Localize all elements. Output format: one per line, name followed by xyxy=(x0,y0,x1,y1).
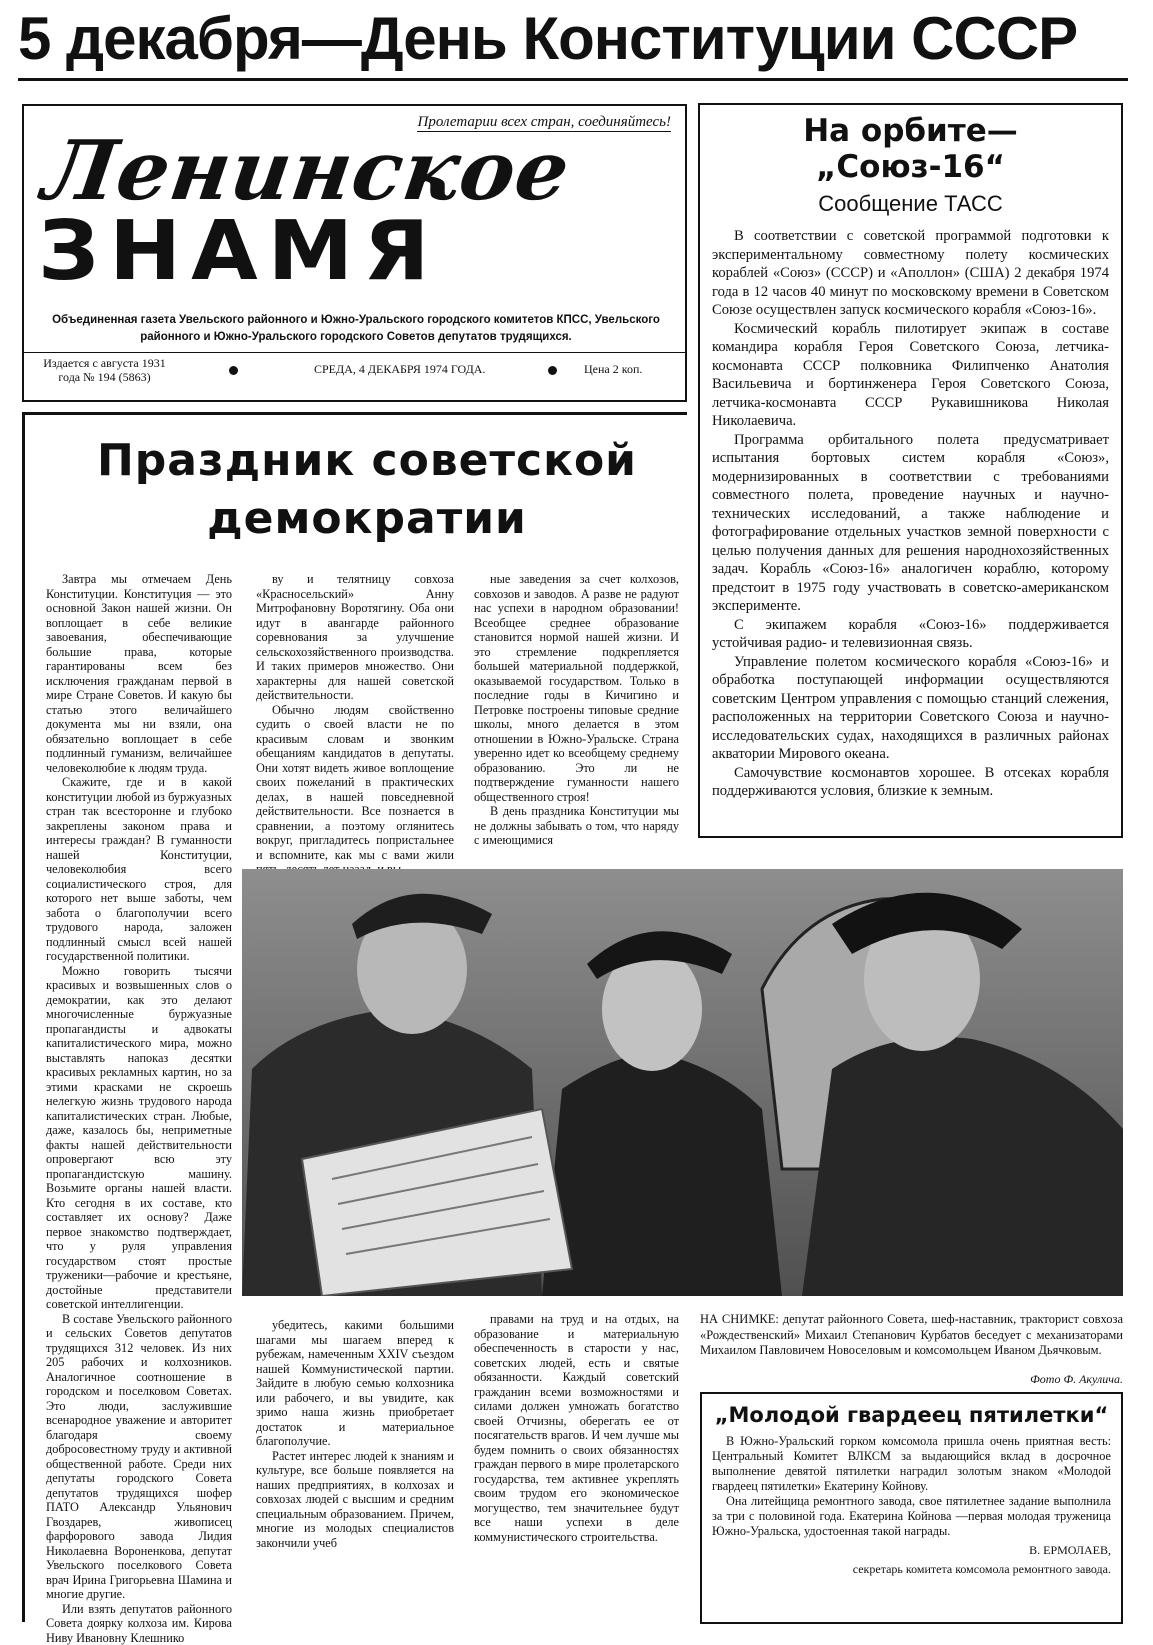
issue-date: СРЕДА, 4 ДЕКАБРЯ 1974 ГОДА. xyxy=(314,362,485,377)
feature-column-2-continued xyxy=(256,1318,454,1550)
paragraph: В составе Увельского районного и сельских Советов депутатов трудящихся 312 человек. Из них 205 рабочих и колхозников. Аналогичное соотношение в городском и поселковом Советах. Это люди, заслужившие всенародное уважение и авторитет благодаря своему добросовестному труду и активной общественной работе. Среди них депутаты городского Совета депутатов трудящихся шофер ПАТО Александр Ульянович Гвоздарев, живописец фарфорового завода Лидия Николаевна Вороненкова, депутат Увельского поселкового Совета врач Ирина Григорьевна Шамина и многие другие. xyxy=(46,1312,232,1602)
soyuz-paragraph: Программа орбитального полета предусматривает испытания бортовых систем корабля «Союз», модернизированных в соответствии с требованиями совместного полета, проведение научных и научно-технических исследований, а также наблюдение и фотографирование отдельных участков земной поверхности с целью получения данных для решения народнохозяйственных задач. Корабль «Союз-16» аналогичен кораблю, которому предстоит в 1975 году участвовать в советско-американском эксперименте. xyxy=(712,431,1109,616)
signature: В. ЕРМОЛАЕВ, xyxy=(712,1543,1111,1558)
masthead-org: Объединенная газета Увельского районного и Южно-Уральского городского комитетов КПСС, Увельского районного и Южно-Уральского городского Советов депутатов трудящихся. xyxy=(36,312,676,346)
photo-credit: Фото Ф. Акулича. xyxy=(1030,1372,1123,1387)
paragraph: ные заведения за счет колхозов, совхозов и заводов. А разве не радуют нас успехи в народном образовании! Всеобщее среднее образование становится нормой нашей жизни. И это стремление подкрепляется большей материальной поддержкой, оказываемой государством. Только в последние годы в Кичигино и Петровке построены типовые средние школы, много делается в этом отношении в Южно-Уральске. Страна уверенно идет ко всеобщему среднему образованию. Это ли не подтверждение гуманности нашего общественного строя! xyxy=(474,572,679,804)
young-guardsman-article xyxy=(700,1392,1123,1624)
feature-column-2 xyxy=(256,572,454,877)
paragraph: Завтра мы отмечаем День Конституции. Конституция — это основной Закон нашей жизни. Он воплощает в себе великие завоевания, обеспечивающие большие права, которые гарантированы всем без исключения гражданам первой в мире Стране Советов. И какую бы статью этого величайшего документа мы ни взяли, она обязательно воплощает в себе подлинный гуманизм, величайшее человеколюбие к людям труда. xyxy=(46,572,232,775)
paragraph: В Южно-Уральский горком комсомола пришла очень приятная весть: Центральный Комитет ВЛКСМ за выдающийся вклад в досрочное выполнение девятой пятилетки наградил золотым знаком «Молодой гвардеец пятилетки» Екатерину Койнову. xyxy=(712,1434,1111,1494)
masthead-title-line1: Ленинское xyxy=(38,126,576,216)
young-guardsman-title: „Молодой гвардеец пятилетки“ xyxy=(712,1402,1111,1428)
paragraph: Она литейщица ремонтного завода, свое пятилетнее задание выполнила за три с половиной года. Екатерина Койнова —первая молодая труженица Южно-Уральска, удостоенная такой награды. xyxy=(712,1494,1111,1539)
soyuz-title-line2: „Союз-16“ xyxy=(712,149,1109,185)
motto: Пролетарии всех стран, соединяйтесь! xyxy=(417,114,671,132)
publication-info: Издается с августа 1931 года № 194 (5863) xyxy=(32,356,177,384)
signature-role: секретарь комитета комсомола ремонтного завода. xyxy=(712,1562,1111,1577)
soyuz-article xyxy=(698,103,1123,838)
soyuz-paragraph: С экипажем корабля «Союз-16» поддерживается устойчивая радио- и телевизионная связь. xyxy=(712,616,1109,653)
soyuz-paragraph: Управление полетом космического корабля «Союз-16» и обработка поступающей информации осуществляются советским Центром управления с помощью станций слежения, расположенных на территории Советского Союза и научно-исследовательских судах, находящихся в различных районах акватории Мирового океана. xyxy=(712,653,1109,764)
photo-caption: НА СНИМКЕ: депутат районного Совета, шеф-наставник, тракторист совхоза «Рождественский» Михаил Степанович Курбатов беседует с механизаторами Михаилом Павловичем Новоселовым и комсомольцем Иваном Дьячковым. xyxy=(700,1312,1123,1359)
soyuz-paragraph: Самочувствие космонавтов хорошее. В отсеках корабля поддерживаются условия, близкие к земным. xyxy=(712,764,1109,801)
paragraph: Растет интерес людей к знаниям и культуре, все больше появляется на наших предприятиях, в колхозах и совхозах людей с высшим и средним специальным образованием. Причем, многие из молодых специалистов закончили учеб xyxy=(256,1449,454,1551)
feature-column-1 xyxy=(46,572,232,1645)
soyuz-paragraph: Космический корабль пилотирует экипаж в составе командира корабля Героя Советского Союза, летчика-космонавта СССР полковника Филипченко Анатолия Васильевича и бортинженера Героя Советского Союза, летчика-космонавта СССР Рукавишникова Николая Николаевича. xyxy=(712,320,1109,431)
paragraph: Скажите, где и в какой конституции любой из буржуазных стран так всесторонне и глубоко закреплены законом права и интересы граждан? В гуманности нашей Конституции, человеколюбия всего социалистического строя, для которого нет выше заботы, чем забота о благополучии всего трудового народа, заложен подлинный смысл всей нашей государственной политики. xyxy=(46,775,232,964)
masthead-rule xyxy=(24,352,685,353)
paragraph: правами на труд и на отдых, на образование и материальную обеспеченность в старости у нас, советских людей, есть и святые обязанности. Каждый советский гражданин всеми возможностями и силами должен умножать богатство своей Отчизны, оберегать ее от посягательств врагов. И чем лучше мы будем помнить о своих обязанностях граждан первого в мире пролетарского государства, тем активнее укреплять своим трудом его экономическое могущество, тем значительнее будут все наши успехи в деле коммунистического строительства. xyxy=(474,1312,679,1544)
banner-rule xyxy=(18,78,1128,81)
paragraph: В день праздника Конституции мы не должны забывать о том, что наряду с имеющимися xyxy=(474,804,679,848)
bullet-icon xyxy=(229,366,238,375)
masthead-title-line2: ЗНАМЯ xyxy=(38,206,439,297)
paragraph: Или взять депутатов районного Совета доярку колхоза им. Кирова Ниву Ивановну Клешнико xyxy=(46,1602,232,1645)
paragraph: убедитесь, какими большими шагами мы шагаем вперед к рубежам, намеченным XXIV съездом нашей Коммунистической партии. Зайдите в любую семью колхозника или рабочего, и вы увидите, как зримо наша жизнь приобретает достаток и материальное благополучие. xyxy=(256,1318,454,1449)
masthead xyxy=(22,104,687,402)
soyuz-title-line1: На орбите— xyxy=(712,113,1109,149)
photo-three-men-reading-newspaper xyxy=(242,869,1123,1296)
feature-column-3-continued xyxy=(474,1312,679,1544)
bullet-icon xyxy=(548,366,557,375)
photo-image xyxy=(242,869,1123,1296)
feature-title: Праздник советской демократии xyxy=(62,432,672,548)
top-banner: 5 декабря—День Конституции СССР xyxy=(18,0,1128,78)
paragraph: Обычно людям свойственно судить о своей власти не по красивым словам и звонким обещаниям кандидатов в депутаты. Они хотят видеть живое воплощение своих пожеланий в практических делах, в нашей повседневной действительности. Все познается в сравнении, а поэтому оглянитесь вокруг, пригладитесь попристальнее и вспомните, как мы с вами жили xyxy=(256,703,454,877)
issue-price: Цена 2 коп. xyxy=(584,362,642,377)
soyuz-subtitle: Сообщение ТАСС xyxy=(712,191,1109,217)
paragraph: ву и телятницу совхоза «Красносельский» Анну Митрофановну Воротягину. Оба они идут в авангарде районного соревнования за улучшение сельскохозяйственного производства. И таких примеров множество. Они характерны для нашей советской действительности. xyxy=(256,572,454,703)
feature-column-3 xyxy=(474,572,679,848)
paragraph: Можно говорить тысячи красивых и возвышенных слов о демократии, как это делают многочисленные буржуазные пропагандисты и адвокаты капиталистического мира, можно выставлять напоказ десятки красивых рекламных картин, но за этими красками не скроешь нелегкую жизнь трудового народа капиталистических стран. Любые, даже, казалось бы, неприметные факты нашей действительности опровергают всю эту пропагандистскую машину. Возьмите органы нашей власти. Кто сегодня в их составе, кто составляет их основу? Даже первое знакомство подтверждает, что у руля управления государством стоят простые труженики—рабочие и крестьяне, достойные представители советской интеллигенции. xyxy=(46,964,232,1312)
soyuz-paragraph: В соответствии с советской программой подготовки к экспериментальному совместному полету космических кораблей «Союз» (СССР) и «Аполлон» (США) 2 декабря 1974 года в 12 часов 40 минут по московскому времени в Советском Союзе осуществлен запуск космического корабля «Союз-16». xyxy=(712,227,1109,320)
